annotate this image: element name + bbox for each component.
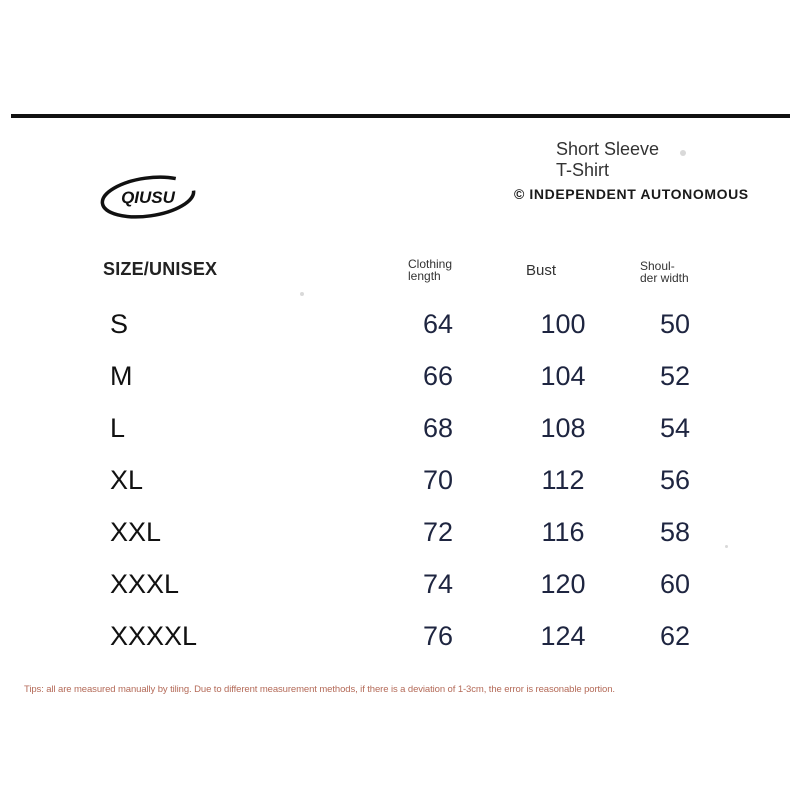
shoulder-cell: 56 (659, 465, 691, 495)
shoulder-cell: 54 (659, 413, 691, 443)
brand-logo (98, 174, 198, 220)
size-cell: L (110, 413, 126, 443)
size-cell: XXXL (110, 569, 180, 599)
brand-tagline: © INDEPENDENT AUTONOMOUS (514, 186, 749, 202)
size-cell: XL (110, 465, 144, 495)
length-cell: 64 (422, 309, 454, 339)
size-cell: M (110, 361, 133, 391)
bust-cell: 116 (541, 517, 585, 547)
product-title-line2: T-Shirt (556, 160, 610, 180)
shoulder-cell: 50 (659, 309, 691, 339)
shoulder-cell: 60 (659, 569, 691, 599)
clothing-length-header (408, 258, 452, 282)
bust-cell: 112 (541, 465, 585, 495)
size-cell: XXXXL (110, 621, 198, 651)
table-row (0, 616, 800, 656)
shoulder-width-header-line1: Shoul- (640, 259, 675, 273)
table-row (0, 408, 800, 448)
table-row (0, 564, 800, 604)
bust-cell: 124 (540, 621, 586, 651)
logo-text: QIUSU (121, 188, 175, 207)
table-row (0, 356, 800, 396)
length-cell: 72 (422, 517, 454, 547)
bust-header (526, 263, 556, 278)
background-speck (725, 545, 728, 548)
size-column-header: SIZE/UNISEX (103, 259, 218, 279)
shoulder-width-header (640, 260, 689, 284)
measurement-tips-note: Tips: all are measured manually by tiling. Due to different measurement methods, if there is a deviation of 1-3cm, the error is reasonable portion. (24, 684, 615, 695)
table-row (0, 304, 800, 344)
bust-cell: 100 (540, 309, 586, 339)
bust-header-label: Bust (526, 262, 557, 279)
length-cell: 70 (422, 465, 454, 495)
shoulder-cell: 62 (659, 621, 691, 651)
shoulder-width-header-line2: der width (640, 271, 689, 285)
bust-cell: 104 (540, 361, 586, 391)
clothing-length-header-line1: Clothing (408, 257, 453, 271)
product-title (556, 139, 659, 181)
product-title-line1: Short Sleeve (556, 139, 660, 159)
clothing-length-header-line2: length (408, 269, 441, 283)
length-cell: 76 (422, 621, 454, 651)
length-cell: 74 (422, 569, 454, 599)
table-row (0, 512, 800, 552)
size-cell: XXL (110, 517, 162, 547)
background-speck (680, 150, 686, 156)
background-speck (300, 292, 304, 296)
top-divider (11, 114, 790, 118)
length-cell: 66 (422, 361, 454, 391)
table-row (0, 460, 800, 500)
length-cell: 68 (422, 413, 454, 443)
bust-cell: 120 (540, 569, 586, 599)
size-cell: S (110, 309, 129, 339)
bust-cell: 108 (540, 413, 586, 443)
shoulder-cell: 52 (659, 361, 691, 391)
shoulder-cell: 58 (659, 517, 691, 547)
